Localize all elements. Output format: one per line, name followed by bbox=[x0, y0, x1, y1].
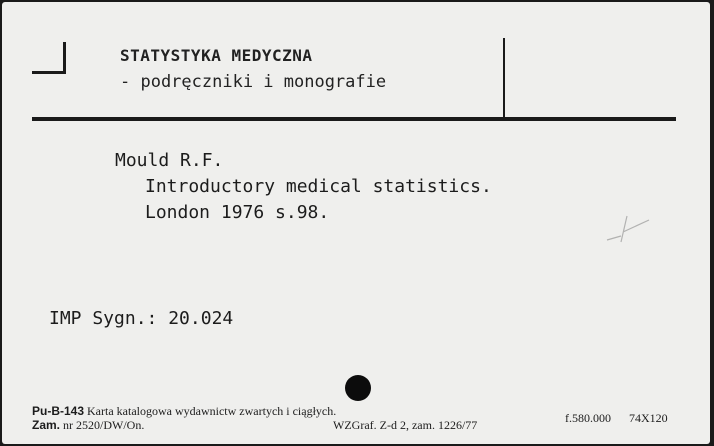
corner-bracket-mark bbox=[32, 42, 66, 74]
subject-heading: STATYSTYKA MEDYCZNA bbox=[120, 46, 313, 65]
order-number: nr 2520/DW/On. bbox=[63, 418, 145, 432]
entry-title: Introductory medical statistics. bbox=[145, 176, 492, 197]
header-vertical-divider bbox=[503, 38, 505, 118]
entry-author: Mould R.F. bbox=[115, 150, 224, 171]
call-number-label: IMP Sygn.: bbox=[49, 308, 158, 329]
punch-hole bbox=[345, 375, 371, 401]
footer-line-1 bbox=[32, 404, 336, 419]
print-run: f.580.000 bbox=[565, 411, 611, 425]
call-number-value: 20.024 bbox=[168, 308, 234, 329]
form-description: Karta katalogowa wydawnictw zwartych i ciągłych. bbox=[87, 404, 337, 418]
subject-subheading: - podręczniki i monografie bbox=[120, 72, 387, 92]
pencil-mark bbox=[599, 202, 657, 248]
order-label: Zam. bbox=[32, 418, 61, 432]
entry-imprint: London 1976 s.98. bbox=[145, 202, 330, 223]
footer-line-2 bbox=[32, 418, 144, 433]
catalog-card bbox=[2, 2, 710, 444]
card-size: 74X120 bbox=[629, 411, 668, 425]
call-number bbox=[49, 308, 233, 329]
header-rule bbox=[32, 117, 676, 121]
printer-info: WZGraf. Z-d 2, zam. 1226/77 bbox=[333, 418, 478, 432]
form-code: Pu-B-143 bbox=[32, 404, 85, 418]
